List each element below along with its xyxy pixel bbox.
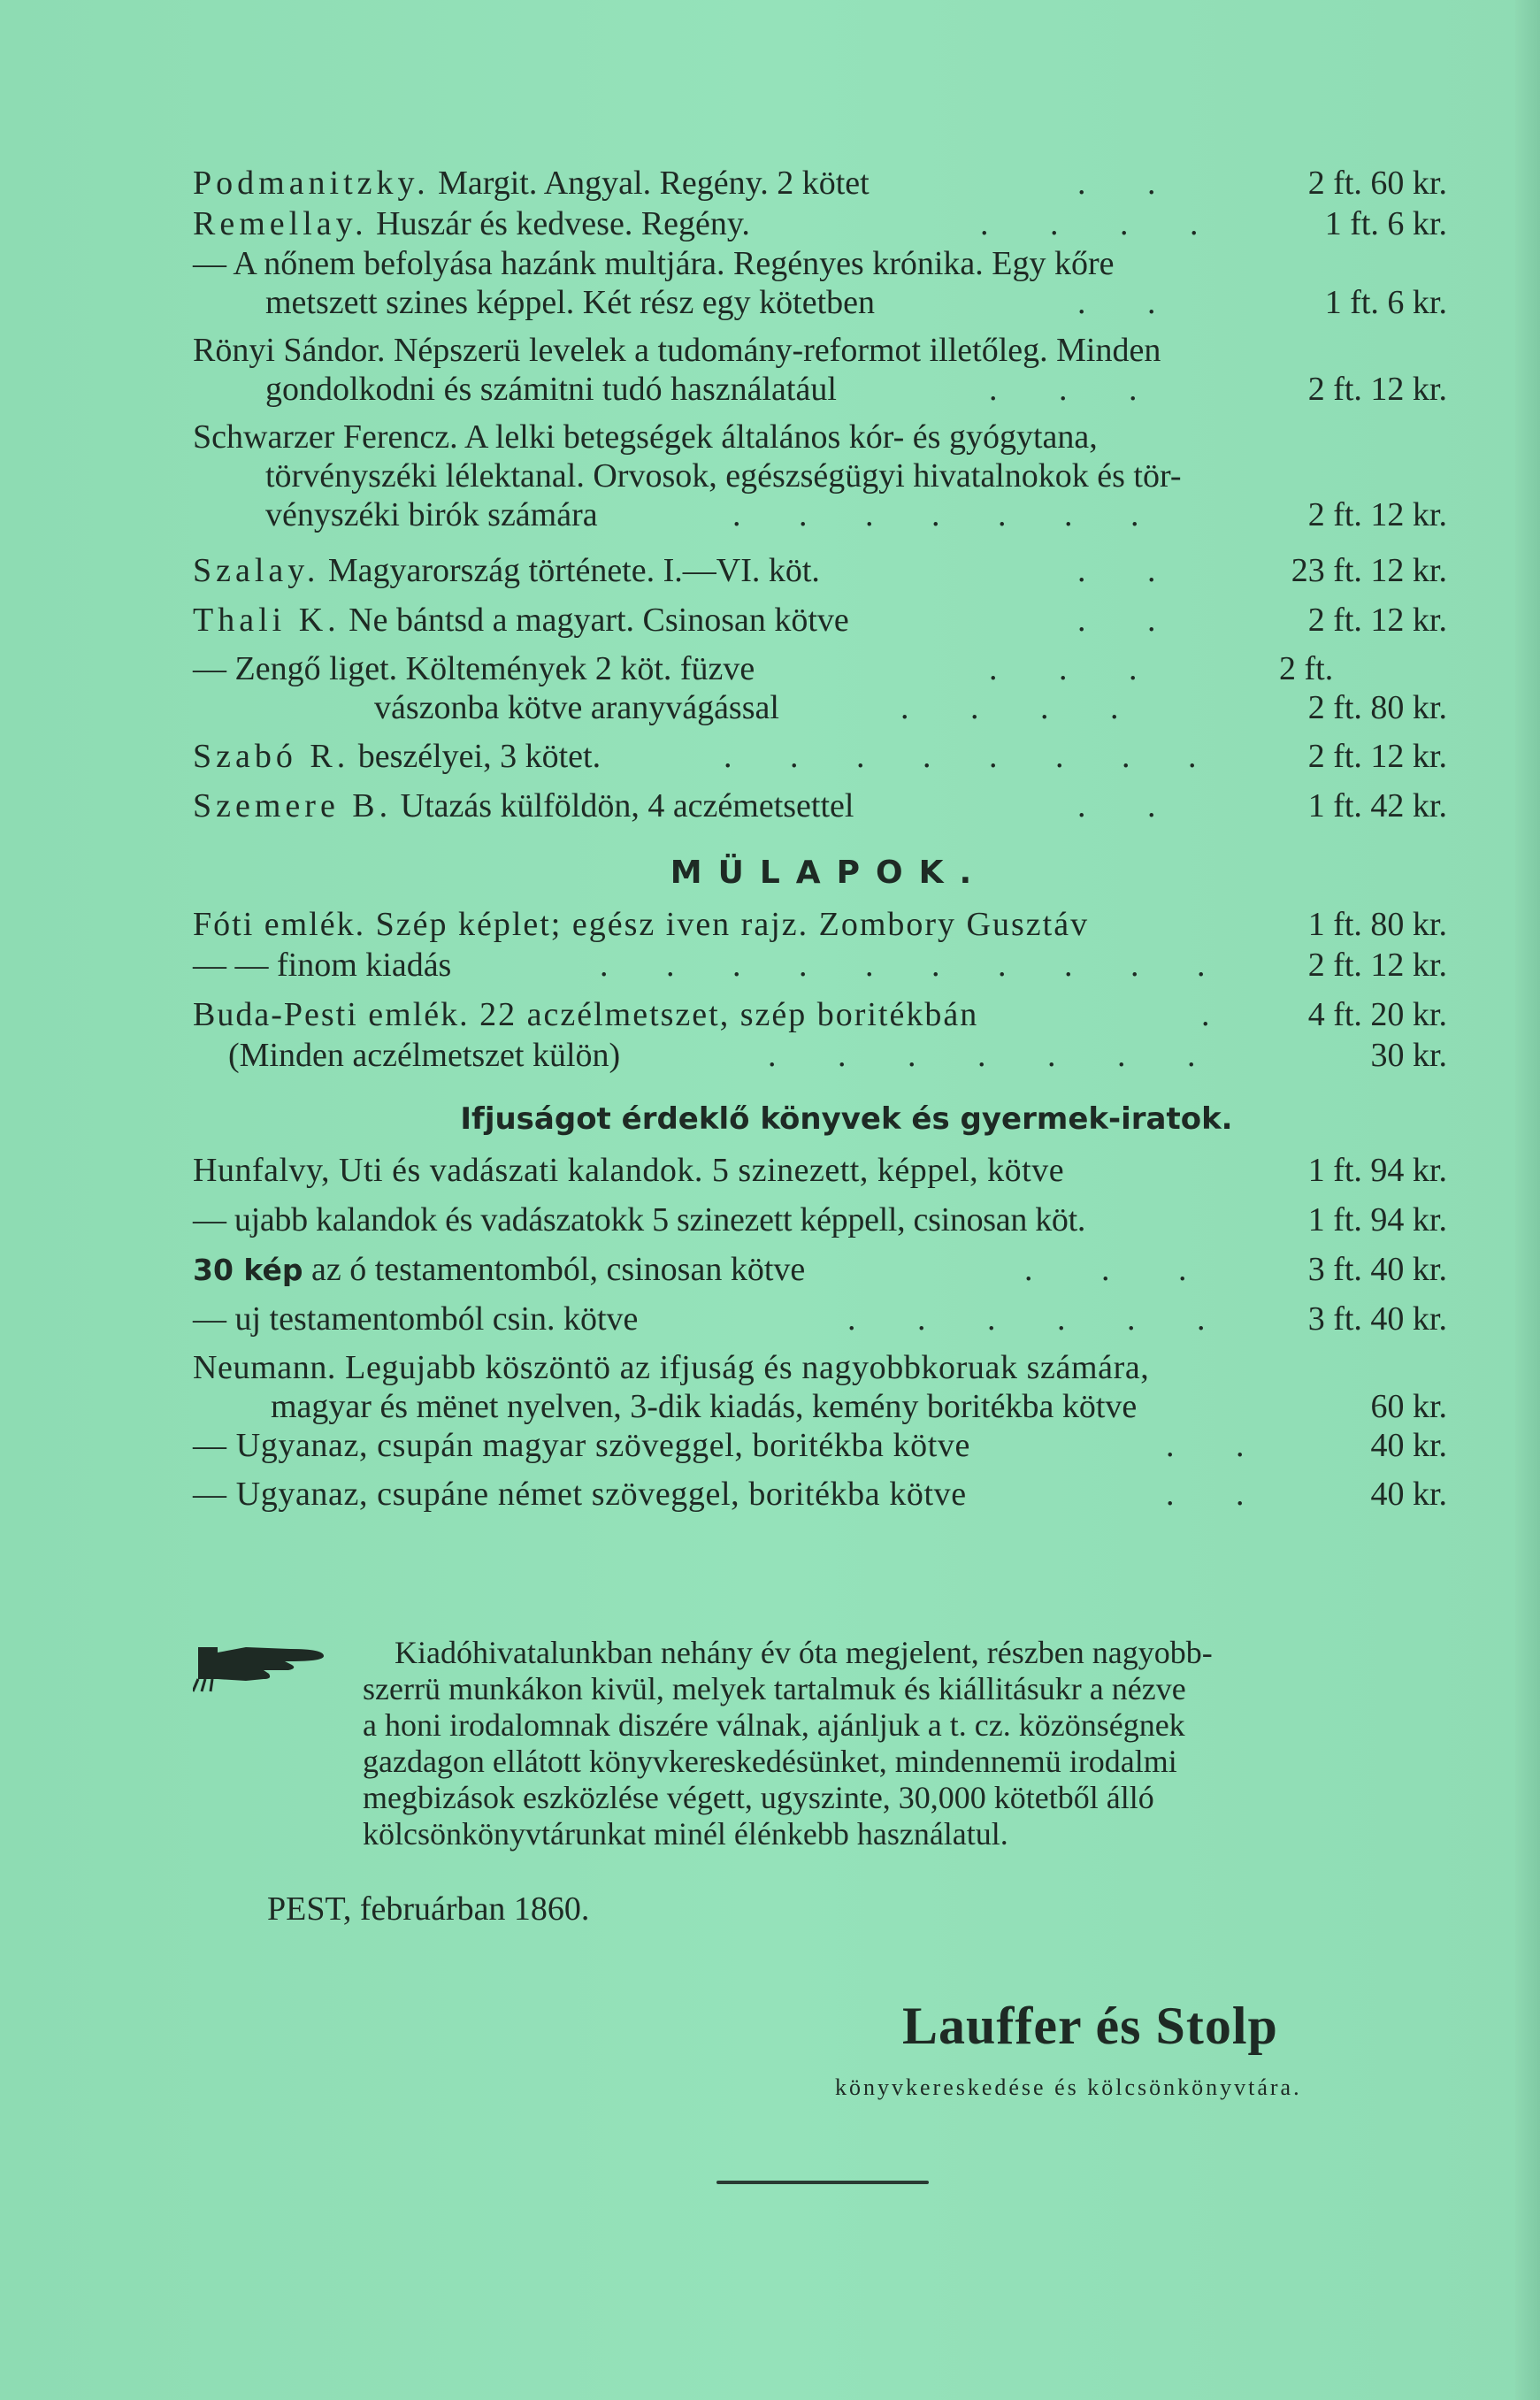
list-item: Rönyi Sándor. Népszerü levelek a tudomány-reformot illetőleg. Minden bbox=[193, 332, 1161, 369]
price: 4 ft. 20 kr. bbox=[1307, 996, 1447, 1033]
list-item: Szabó R. beszélyei, 3 kötet. . . . . . . . . 2 ft. 12 kr. bbox=[193, 738, 1447, 775]
list-item: Remellay. Huszár és kedvese. Regény. . . . . 1 ft. 6 kr. bbox=[193, 205, 1447, 242]
list-item: — — finom kiadás . . . . . . . . . . 2 ft. 12 kr. bbox=[193, 947, 1447, 984]
notice-line: a honi irodalomnak diszére válnak, ajánljuk a t. cz. közönségnek bbox=[363, 1707, 1185, 1743]
price: 1 ft. 6 kr. bbox=[1324, 284, 1447, 321]
list-item: Szemere B. Utazás külföldön, 4 aczémetsettel . . 1 ft. 42 kr. bbox=[193, 787, 1447, 824]
price: 2 ft. 12 kr. bbox=[1307, 371, 1447, 408]
list-item: Fóti emlék. Szép képlet; egész iven rajz. Zombory Gusztáv 1 ft. 80 kr. bbox=[193, 906, 1447, 943]
price: 2 ft. 12 kr. bbox=[1307, 602, 1447, 639]
list-item: 30 kép az ó testamentomból, csinosan kötve . . . 3 ft. 40 kr. bbox=[193, 1251, 1447, 1288]
notice-line: kölcsönkönyvtárunkat minél élénkebb használatul. bbox=[363, 1816, 1008, 1852]
list-item: magyar és mënet nyelven, 3-dik kiadás, kemény boritékba kötve 60 kr. bbox=[271, 1388, 1447, 1425]
closing-rule bbox=[716, 2181, 929, 2184]
notice-paragraph bbox=[193, 1635, 1447, 1852]
price: 40 kr. bbox=[1370, 1476, 1447, 1513]
price: 30 kr. bbox=[1370, 1037, 1447, 1074]
price: 2 ft. 12 kr. bbox=[1307, 947, 1447, 984]
price: 1 ft. 94 kr. bbox=[1307, 1201, 1447, 1238]
price: 3 ft. 40 kr. bbox=[1307, 1300, 1447, 1338]
list-item: Neumann. Legujabb köszöntö az ifjuság és nagyobbkoruak számára, bbox=[193, 1349, 1150, 1386]
price: 2 ft. 80 kr. bbox=[1307, 689, 1447, 726]
price: 2 ft. 12 kr. bbox=[1307, 738, 1447, 775]
list-item: Thali K. Ne bántsd a magyart. Csinosan kötve . . 2 ft. 12 kr. bbox=[193, 602, 1447, 639]
list-item: — ujabb kalandok és vadászatokk 5 szinezett képpell, csinosan köt. 1 ft. 94 kr. bbox=[193, 1201, 1447, 1238]
price: 23 ft. 12 kr. bbox=[1291, 552, 1447, 589]
list-item: vényszéki birók számára . . . . . . . 2 ft. 12 kr. bbox=[265, 496, 1447, 533]
notice-line: megbizások eszközlése végett, ugyszinte, 30,000 kötetből álló bbox=[363, 1780, 1154, 1815]
list-item: Podmanitzky. Margit. Angyal. Regény. 2 kötet . . 2 ft. 60 kr. bbox=[193, 165, 1447, 202]
list-item: Hunfalvy, Uti és vadászati kalandok. 5 szinezett, képpel, kötve 1 ft. 94 kr. bbox=[193, 1152, 1447, 1189]
book-list bbox=[193, 163, 1447, 1514]
list-item: vászonba kötve aranyvágással . . . . 2 ft. 80 kr. bbox=[374, 689, 1447, 726]
notice-line: szerrü munkákon kivül, melyek tartalmuk és kiállitásukr a nézve bbox=[363, 1671, 1186, 1706]
price: 1 ft. 42 kr. bbox=[1307, 787, 1447, 824]
list-item: Buda-Pesti emlék. 22 aczélmetszet, szép boritékbán . 4 ft. 20 kr. bbox=[193, 996, 1447, 1033]
list-item: Schwarzer Ferencz. A lelki betegségek általános kór- és gyógytana, bbox=[193, 418, 1098, 456]
list-item: metszett szines képpel. Két rész egy kötetben . . 1 ft. 6 kr. bbox=[265, 284, 1447, 321]
price: 3 ft. 40 kr. bbox=[1307, 1251, 1447, 1288]
list-item: — Zengő liget. Költemények 2 köt. füzve . . . 2 ft. bbox=[193, 650, 1334, 687]
section-heading-youth: Ifjuságot érdeklő könyvek és gyermek-iratok. bbox=[460, 1101, 1233, 1137]
firm-name: Lauffer és Stolp bbox=[902, 1997, 1278, 2055]
list-item: törvényszéki lélektanal. Orvosok, egészségügyi hivatalnokok és tör- bbox=[265, 457, 1182, 495]
price: 1 ft. 94 kr. bbox=[1307, 1152, 1447, 1189]
pointing-hand-icon bbox=[193, 1640, 326, 1693]
notice-line: gazdagon ellátott könyvkereskedésünket, mindennemü irodalmi bbox=[363, 1744, 1177, 1779]
price: 40 kr. bbox=[1370, 1427, 1447, 1464]
firm-subtitle: könyvkereskedése és kölcsönkönyvtára. bbox=[835, 2074, 1302, 2100]
list-item: — Ugyanaz, csupáne német szöveggel, boritékba kötve . . 40 kr. bbox=[193, 1476, 1447, 1513]
price: 2 ft. 60 kr. bbox=[1307, 165, 1447, 202]
list-item: Szalay. Magyarország története. I.—VI. köt. . . 23 ft. 12 kr. bbox=[193, 552, 1447, 589]
list-item: — A nőnem befolyása hazánk multjára. Regényes krónika. Egy kőre bbox=[193, 245, 1115, 282]
price: 1 ft. 80 kr. bbox=[1307, 906, 1447, 943]
notice-line: Kiadóhivatalunkban nehány év óta megjelent, részben nagyobb- bbox=[395, 1635, 1213, 1670]
list-item: (Minden aczélmetszet külön) . . . . . . . 30 kr. bbox=[228, 1037, 1447, 1074]
price: 1 ft. 6 kr. bbox=[1324, 205, 1447, 242]
list-item: gondolkodni és számitni tudó használatául . . . 2 ft. 12 kr. bbox=[265, 371, 1447, 408]
section-heading-mulapok: MÜLAPOK. bbox=[670, 855, 988, 891]
price: 60 kr. bbox=[1370, 1388, 1447, 1425]
place-date: PEST, februárban 1860. bbox=[267, 1890, 590, 1928]
list-item: — Ugyanaz, csupán magyar szöveggel, boritékba kötve . . 40 kr. bbox=[193, 1427, 1447, 1464]
page-edge bbox=[1515, 0, 1540, 2400]
list-item: — uj testamentomból csin. kötve . . . . . . 3 ft. 40 kr. bbox=[193, 1300, 1447, 1338]
price: 2 ft. 12 kr. bbox=[1307, 496, 1447, 533]
